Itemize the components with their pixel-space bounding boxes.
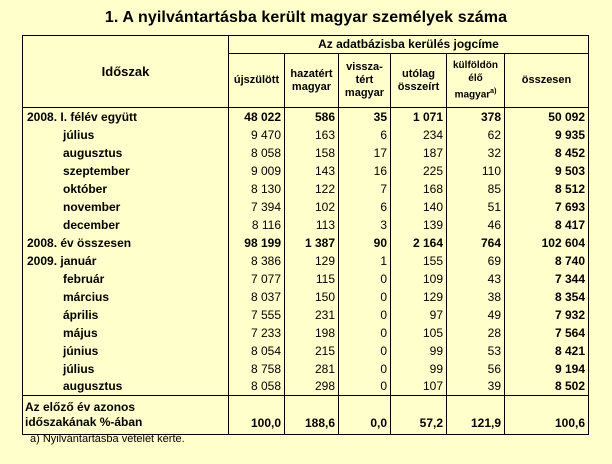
table-cell: 49 — [447, 306, 505, 324]
table-cell: 115 — [285, 270, 339, 288]
group-header: Az adatbázisba kerülés jogcíme — [229, 36, 589, 54]
table-cell: 8 058 — [229, 378, 285, 396]
percent-cell: 0,0 — [339, 396, 391, 435]
percent-cell: 100,6 — [505, 396, 589, 435]
table-cell: 129 — [285, 252, 339, 270]
table-cell: 0 — [339, 306, 391, 324]
table-row — [23, 126, 589, 144]
table-cell: 8 417 — [554, 217, 585, 232]
table-cell: 298 — [285, 378, 339, 396]
table-cell: 140 — [391, 198, 447, 216]
table-row — [23, 378, 589, 396]
table-cell: 7 555 — [229, 306, 285, 324]
table-row — [23, 288, 589, 306]
table-cell: 51 — [447, 198, 505, 216]
table-cell: 8 758 — [229, 360, 285, 378]
table-cell: 3 — [339, 216, 391, 234]
table-cell: 62 — [447, 126, 505, 144]
table-cell: 6 — [339, 126, 391, 144]
row-label: július — [23, 126, 229, 144]
row-label: 2008. év összesen — [23, 234, 229, 252]
table-cell: 215 — [285, 342, 339, 360]
table-cell: 107 — [391, 378, 447, 396]
table-cell: 8 512 — [554, 181, 585, 196]
table-row — [23, 306, 589, 324]
table-cell: 50 092 — [548, 109, 585, 124]
table-cell: 225 — [391, 162, 447, 180]
row-label: július — [23, 360, 229, 378]
table-cell: 90 — [339, 234, 391, 252]
table-cell: 7 564 — [554, 325, 585, 340]
table-cell: 0 — [339, 342, 391, 360]
table-cell: 8 502 — [554, 379, 585, 394]
table-cell: 9 009 — [229, 162, 285, 180]
table-cell: 378 — [447, 108, 505, 126]
table-cell: 187 — [391, 144, 447, 162]
table-row — [23, 234, 589, 252]
table-cell: 35 — [339, 108, 391, 126]
row-label: április — [23, 306, 229, 324]
table-row — [23, 324, 589, 342]
table-cell: 38 — [447, 288, 505, 306]
table-cell: 139 — [391, 216, 447, 234]
table-cell: 0 — [339, 270, 391, 288]
footnote: a) Nyilvántartásba vételét kérte. — [30, 433, 185, 445]
table-cell: 155 — [391, 252, 447, 270]
table-cell: 53 — [447, 342, 505, 360]
table-row — [23, 108, 589, 126]
table-row — [23, 198, 589, 216]
table-cell: 764 — [447, 234, 505, 252]
table-cell: 198 — [285, 324, 339, 342]
table-row — [23, 162, 589, 180]
percent-cell: 121,9 — [447, 396, 505, 435]
row-label: október — [23, 180, 229, 198]
table-cell: 0 — [339, 324, 391, 342]
table-cell: 113 — [285, 216, 339, 234]
table-cell: 8 452 — [554, 145, 585, 160]
col-header-ujszulott: újszülött — [229, 54, 285, 108]
period-header: Időszak — [23, 36, 229, 108]
table-cell: 102 604 — [541, 235, 585, 250]
table-cell: 102 — [285, 198, 339, 216]
percent-row — [23, 396, 589, 435]
table-cell: 85 — [447, 180, 505, 198]
table-cell: 168 — [391, 180, 447, 198]
table-cell: 98 199 — [229, 234, 285, 252]
table-cell: 110 — [447, 162, 505, 180]
row-label: december — [23, 216, 229, 234]
table-cell: 99 — [391, 342, 447, 360]
table-row — [23, 360, 589, 378]
table-cell: 8 740 — [554, 253, 585, 268]
table-cell: 46 — [447, 216, 505, 234]
table-cell: 9 503 — [554, 163, 585, 178]
table-cell: 8 421 — [554, 343, 585, 358]
table-cell: 7 344 — [554, 271, 585, 286]
table-cell: 234 — [391, 126, 447, 144]
col-header-osszesen: összesen — [505, 54, 589, 108]
table-cell: 158 — [285, 144, 339, 162]
row-label: 2008. I. félév együtt — [23, 108, 229, 126]
table-cell: 8 054 — [229, 342, 285, 360]
table-cell: 7 077 — [229, 270, 285, 288]
table-row — [23, 216, 589, 234]
table-cell: 6 — [339, 198, 391, 216]
table-cell: 69 — [447, 252, 505, 270]
table-cell: 7 233 — [229, 324, 285, 342]
percent-cell: 188,6 — [285, 396, 339, 435]
row-label: május — [23, 324, 229, 342]
table-row — [23, 180, 589, 198]
table-cell: 143 — [285, 162, 339, 180]
table-row — [23, 270, 589, 288]
table-cell: 17 — [339, 144, 391, 162]
row-label: 2009. január — [23, 252, 229, 270]
col-header-utolag: utólag összeírt — [391, 54, 447, 108]
table-cell: 105 — [391, 324, 447, 342]
row-label: augusztus — [23, 378, 229, 396]
table-cell: 281 — [285, 360, 339, 378]
table-cell: 39 — [447, 378, 505, 396]
row-label: szeptember — [23, 162, 229, 180]
table-row — [23, 144, 589, 162]
table-cell: 56 — [447, 360, 505, 378]
percent-row-label: Az előző év azonos időszakának %-ában — [23, 396, 229, 435]
table-cell: 586 — [285, 108, 339, 126]
table-row — [23, 252, 589, 270]
table-cell: 32 — [447, 144, 505, 162]
table-cell: 9 470 — [229, 126, 285, 144]
col-header-hazatert: hazatért magyar — [285, 54, 339, 108]
table-cell: 8 037 — [229, 288, 285, 306]
col-header-kulfoldon: külföldön élő magyar$^{a)}$ — [447, 54, 505, 108]
table-cell: 8 354 — [554, 289, 585, 304]
row-label: június — [23, 342, 229, 360]
table-cell: 7 — [339, 180, 391, 198]
table-cell: 9 935 — [554, 127, 585, 142]
table-cell: 97 — [391, 306, 447, 324]
row-label: november — [23, 198, 229, 216]
table-cell: 8 386 — [229, 252, 285, 270]
row-label: augusztus — [23, 144, 229, 162]
table-cell: 7 394 — [229, 198, 285, 216]
table-cell: 0 — [339, 378, 391, 396]
table-cell: 9 194 — [554, 361, 585, 376]
table-cell: 28 — [447, 324, 505, 342]
percent-cell: 57,2 — [391, 396, 447, 435]
percent-cell: 100,0 — [229, 396, 285, 435]
table-cell: 1 387 — [285, 234, 339, 252]
table-cell: 1 071 — [391, 108, 447, 126]
table-cell: 2 164 — [391, 234, 447, 252]
table-cell: 8 116 — [229, 216, 285, 234]
table-cell: 16 — [339, 162, 391, 180]
table-cell: 7 932 — [554, 307, 585, 322]
row-label: február — [23, 270, 229, 288]
table-cell: 231 — [285, 306, 339, 324]
table-cell: 7 693 — [554, 199, 585, 214]
col-header-visszatert: vissza- tért magyar — [339, 54, 391, 108]
table-cell: 8 058 — [229, 144, 285, 162]
table-row — [23, 342, 589, 360]
table-cell: 0 — [339, 288, 391, 306]
table-cell: 122 — [285, 180, 339, 198]
table-cell: 48 022 — [229, 108, 285, 126]
table-cell: 1 — [339, 252, 391, 270]
table-cell: 43 — [447, 270, 505, 288]
table-cell: 129 — [391, 288, 447, 306]
table-cell: 109 — [391, 270, 447, 288]
row-label: március — [23, 288, 229, 306]
table-title: 1. A nyilvántartásba került magyar személyek száma — [104, 9, 508, 26]
table-cell: 0 — [339, 360, 391, 378]
table-cell: 163 — [285, 126, 339, 144]
table-cell: 150 — [285, 288, 339, 306]
data-table — [22, 35, 589, 435]
table-cell: 99 — [391, 360, 447, 378]
table-cell: 8 130 — [229, 180, 285, 198]
